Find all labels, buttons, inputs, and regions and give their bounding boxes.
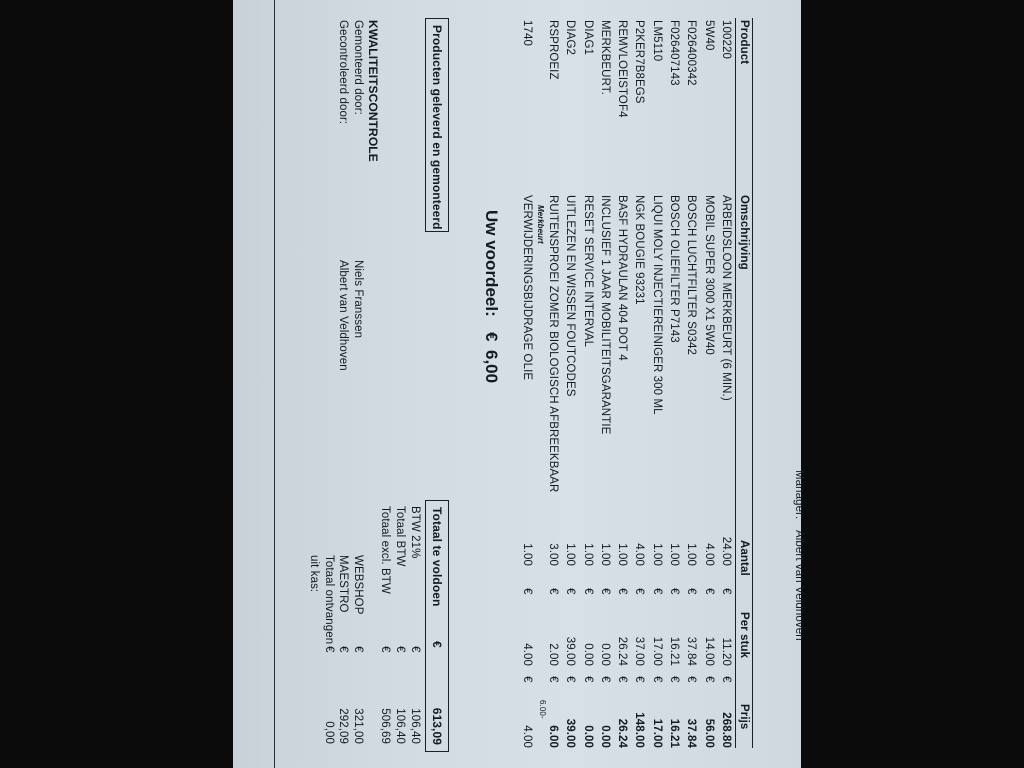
row-unit: 14.00 <box>702 636 715 666</box>
payment-amount: 0,00 <box>323 721 335 744</box>
advantage-label: Uw voordeel: <box>482 210 501 317</box>
payment-amount: 321,00 <box>352 708 364 744</box>
row-description: BASF HYDRAULAN 404 DOT 4 <box>616 195 629 361</box>
header-product: Product <box>738 20 750 65</box>
row-currency-2: € <box>720 676 732 683</box>
header-description: Omschrijving <box>738 195 750 270</box>
delivered-box <box>425 18 449 232</box>
row-currency: € <box>598 588 611 595</box>
totals-line-currency: € <box>394 646 406 653</box>
totals-header-label: Totaal te voldoen <box>430 507 444 607</box>
payment-currency: € <box>323 646 335 653</box>
extra-currency-2: € <box>521 676 533 683</box>
payment-label: uit kas: <box>308 555 321 593</box>
row-currency-2: € <box>702 676 715 683</box>
row-currency-2: € <box>685 676 698 683</box>
row-currency: € <box>650 588 663 595</box>
row-currency: € <box>685 588 698 595</box>
totals-line-currency: € <box>379 646 391 653</box>
extra-price: 4.00 <box>521 725 533 748</box>
row-unit: 37.00 <box>633 636 646 666</box>
row-description: BOSCH LUCHTFILTER S0342 <box>685 195 698 355</box>
row-description: ARBEIDSLOON MERKBEURT (6 MIN.) <box>720 195 732 401</box>
row-unit: 26.24 <box>616 636 629 666</box>
checked-name: Albert van Veldhoven <box>337 260 349 371</box>
row-product: F026407143 <box>668 20 681 86</box>
extra-product: 1740 <box>521 20 533 46</box>
checked-label: Gecontroleerd door: <box>337 20 349 125</box>
row-description: RESET SERVICE INTERVAL <box>581 195 594 348</box>
row-product: P2KER7B8EGS <box>633 20 646 104</box>
advantage-amount: 6,00 <box>482 350 501 384</box>
row-currency: € <box>668 588 681 595</box>
row-description: RUITENSPROEI ZOMER BIOLOGISCH AFBREEKBAAR <box>547 195 559 493</box>
row-qty: 4.00 <box>633 543 646 566</box>
row-description: BOSCH OLIEFILTER P7143 <box>668 195 681 343</box>
row-currency-2: € <box>650 676 663 683</box>
totals-line-label: Totaal BTW <box>394 506 406 567</box>
totals-box <box>425 500 449 752</box>
row-currency-2: € <box>564 676 577 683</box>
row-currency: € <box>720 588 732 595</box>
row-qty: 3.00 <box>547 543 559 566</box>
row-unit: 11.20 <box>720 637 732 666</box>
payment-label: MAESTRO <box>337 555 350 613</box>
row-description: LIQUI MOLY INJECTIEREINIGER 300 ML <box>650 195 663 415</box>
manager-label: Manager: <box>793 470 805 520</box>
row-currency: € <box>702 588 715 595</box>
payment-label: WEBSHOP <box>352 555 364 615</box>
totals-header-currency: € <box>430 641 444 648</box>
row-product: MERKBEURT. <box>598 20 611 95</box>
totals-line-amount: 106,40 <box>409 708 421 744</box>
row-qty: 1.00 <box>616 543 629 566</box>
row-qty: 1.00 <box>668 543 681 566</box>
totals-header-amount: 613,09 <box>430 707 444 745</box>
totals-line-amount: 106,40 <box>394 708 406 744</box>
row-currency: € <box>633 588 646 595</box>
row-currency-2: € <box>668 676 681 683</box>
row-price: 16.21 <box>668 718 681 748</box>
row-qty: 1.00 <box>564 543 577 566</box>
totals-line-label: BTW 21% <box>409 506 421 559</box>
row-currency: € <box>581 588 594 595</box>
payment-currency: € <box>337 646 350 653</box>
row-unit: 0.00 <box>581 643 594 666</box>
manager-name: Albert van Veldhoven <box>793 530 805 641</box>
extra-currency: € <box>521 588 533 595</box>
row-currency: € <box>547 588 559 595</box>
row-price: 26.24 <box>616 718 629 748</box>
row-unit: 16.21 <box>668 636 681 666</box>
row-price: 0.00 <box>581 725 594 748</box>
row-unit: 2.00 <box>547 643 559 666</box>
header-per-unit: Per stuk <box>738 612 750 659</box>
row-product: 5W40 <box>702 20 715 51</box>
row-product: DIAG1 <box>581 20 594 56</box>
edge-rule <box>274 0 275 768</box>
row-unit: 17.00 <box>650 636 663 666</box>
row-price: 268.80 <box>720 712 732 748</box>
quality-title: KWALITEITSCONTROLE <box>366 20 380 162</box>
row-qty: 4.00 <box>702 543 715 566</box>
row-description: MOBIL SUPER 3000 X1 5W40 <box>702 195 715 355</box>
discount-note: 6.00- <box>538 700 547 719</box>
extra-qty: 1.00 <box>521 543 533 566</box>
row-product: F026400342 <box>685 20 698 86</box>
row-unit: 39.00 <box>564 636 577 666</box>
row-product: LM5110 <box>650 20 663 62</box>
row-currency-2: € <box>547 676 559 683</box>
row-price: 17.00 <box>650 718 663 748</box>
delivered-label: Producten geleverd en gemonteerd <box>430 25 444 230</box>
row-qty: 24.00 <box>720 536 732 566</box>
row-product: REMVLOEISTOF4 <box>616 20 629 118</box>
row-description: UITLEZEN EN WISSEN FOUTCODES <box>564 195 577 397</box>
totals-line-label: Totaal excl. BTW <box>379 506 391 594</box>
row-unit: 0.00 <box>598 643 611 666</box>
table-header-rule <box>735 18 736 748</box>
row-price: 6.00 <box>547 725 559 748</box>
header-qty: Aantal <box>738 540 750 576</box>
row-description: INCLUSIEF 1 JAAR MOBILITEITSGARANTIE <box>598 195 611 435</box>
row-product: 100220 <box>720 20 732 59</box>
row-currency-2: € <box>581 676 594 683</box>
extra-unit: 4.00 <box>521 643 533 666</box>
payment-currency: € <box>352 646 364 653</box>
row-qty: 1.00 <box>650 543 663 566</box>
row-price: 56.00 <box>702 718 715 748</box>
row-price: 39.00 <box>564 718 577 748</box>
advantage-currency: € <box>482 332 501 342</box>
merkbeurt-note: Merkbeurt <box>536 205 545 244</box>
totals-line-currency: € <box>409 646 421 653</box>
row-description: NGK BOUGIE 93231 <box>633 195 646 305</box>
row-unit: 37.84 <box>685 636 698 666</box>
row-product: RSPROEIZ <box>547 20 559 80</box>
row-currency-2: € <box>598 676 611 683</box>
row-currency: € <box>564 588 577 595</box>
row-qty: 1.00 <box>598 543 611 566</box>
row-product: DIAG2 <box>564 20 577 56</box>
header-price: Prijs <box>738 704 750 730</box>
row-price: 37.84 <box>685 718 698 748</box>
row-price: 148.00 <box>633 712 646 748</box>
row-currency-2: € <box>633 676 646 683</box>
payment-amount: 292,09 <box>337 708 350 744</box>
mounted-name: Niels Franssen <box>352 260 364 339</box>
extra-description: VERWIJDERINGSBIJDRAGE OLIE <box>521 195 533 381</box>
invoice-document <box>233 0 805 768</box>
invoice-paper <box>233 0 805 768</box>
row-currency: € <box>616 588 629 595</box>
mounted-label: Gemonteerd door: <box>352 20 364 115</box>
row-price: 0.00 <box>598 725 611 748</box>
totals-line-amount: 506,69 <box>379 708 391 744</box>
payment-label: Totaal ontvangen <box>323 555 335 645</box>
table-top-rule <box>752 18 753 748</box>
row-qty: 1.00 <box>581 543 594 566</box>
row-currency-2: € <box>616 676 629 683</box>
row-qty: 1.00 <box>685 543 698 566</box>
